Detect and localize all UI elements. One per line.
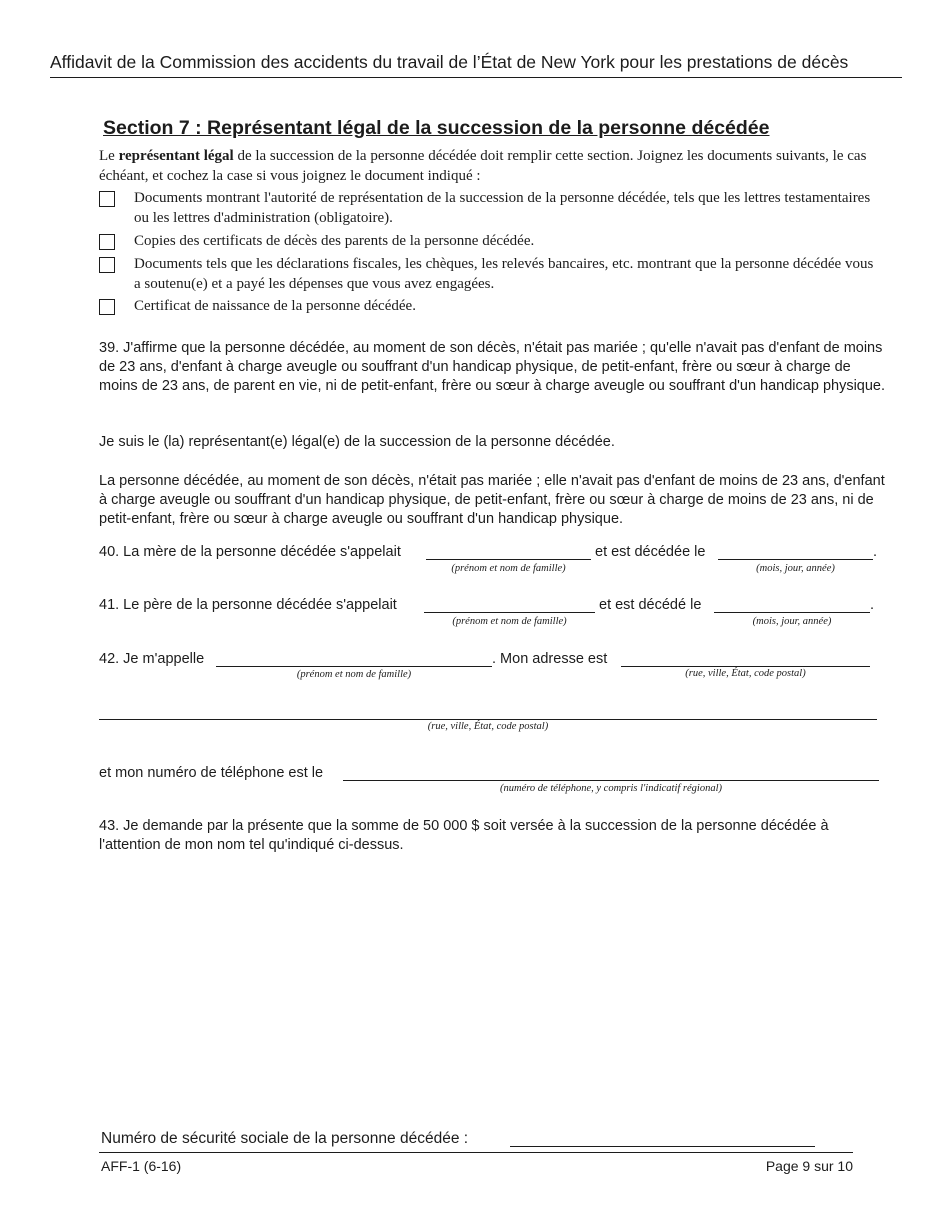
question-41-mid: et est décédé le (599, 597, 702, 613)
claimant-phone-field[interactable] (343, 764, 879, 781)
ssn-label: Numéro de sécurité sociale de la personne décédée : (101, 1130, 469, 1147)
intro-pre: Le (99, 148, 119, 164)
intro-post: de la succession de la personne décédée doit remplir cette section. Joignez les documents suivants, le cas échéant, et cochez la case si vous joignez le document indiqué : (99, 148, 867, 184)
unmarried-statement: La personne décédée, au moment de son décès, n'était pas mariée ; elle n'avait pas d'enfant de moins de 23 ans, d'enfant à charge aveugle ou souffrant d'un handicap physique, de petit-enfant, frère ou sœur à charge de moins de 23 ans, ni de petit-enfant, frère ou sœur à charge aveugle ou souffrant d'un handicap physique. (99, 473, 885, 527)
phone-caption: (numéro de téléphone, y compris l'indicatif régional) (499, 783, 723, 794)
question-41-end: . (870, 597, 875, 613)
form-header-title: Affidavit de la Commission des accidents du travail de l’État de New York pour les prestations de décès (50, 52, 849, 72)
legal-representative-statement: Je suis le (la) représentant(e) légal(e) de la succession de la personne décédée. (99, 434, 615, 450)
checkbox-letters-testamentary[interactable] (99, 191, 115, 207)
question-39-text: 39. J'affirme que la personne décédée, au moment de son décès, n'était pas mariée ; qu'elle n'avait pas d'enfant de moins de 23 ans, d'enfant à charge aveugle ou souffrant d'un handicap physique, de petit-enfant, frère ou sœur à charge de moins de 23 ans, de parent en vie, ni de petit-enfant, frère ou sœur à charge aveugle ou souffrant d'un handicap physique. (99, 340, 886, 394)
form-id: AFF-1 (6-16) (101, 1158, 182, 1174)
claimant-name-field[interactable] (216, 650, 492, 667)
question-43-text: 43. Je demande par la présente que la somme de 50 000 $ soit versée à la succession de la personne décédée à l'attention de mon nom tel qu'indiqué ci-dessus. (99, 818, 829, 853)
checkbox-parents-death-certificates[interactable] (99, 234, 115, 250)
mother-name-field[interactable] (426, 543, 591, 560)
question-41-label: 41. Le père de la personne décédée s'appelait (99, 597, 397, 613)
ssn-field[interactable] (510, 1130, 815, 1147)
question-42-mid: . Mon adresse est (492, 651, 608, 667)
mother-date-caption: (mois, jour, année) (756, 563, 835, 574)
father-date-caption: (mois, jour, année) (752, 616, 832, 627)
claimant-address-field[interactable] (621, 650, 870, 667)
intro-bold: représentant légal (118, 148, 234, 164)
question-42-label: 42. Je m'appelle (99, 651, 205, 667)
section-intro (99, 146, 889, 186)
phone-label: et mon numéro de téléphone est le (99, 765, 324, 781)
section-title: Section 7 : Représentant légal de la succession de la personne décédée (103, 117, 770, 139)
claimant-name-caption: (prénom et nom de famille) (296, 669, 412, 680)
footer-divider (99, 1152, 853, 1153)
question-40-label: 40. La mère de la personne décédée s'appelait (99, 544, 401, 560)
question-40-mid: et est décédée le (595, 544, 706, 560)
father-death-date-field[interactable] (714, 596, 870, 613)
father-name-field[interactable] (424, 596, 595, 613)
document-item-letters: Documents montrant l'autorité de représentation de la succession de la personne décédée, tels que les lettres testamentaires ou les lettres d'administration (obligatoire). (134, 190, 871, 226)
question-40-end: . (873, 544, 878, 560)
claimant-address-line2-caption: (rue, ville, État, code postal) (427, 721, 549, 732)
page-number: Page 9 sur 10 (765, 1158, 853, 1174)
document-item-support: Documents tels que les déclarations fiscales, les chèques, les relevés bancaires, etc. montrant que la personne décédée vous a soutenu(e) et a payé les dépenses que vous avez engagées. (134, 256, 874, 292)
checkbox-birth-certificate[interactable] (99, 299, 115, 315)
mother-name-caption: (prénom et nom de famille) (451, 563, 566, 574)
checkbox-support-documents[interactable] (99, 257, 115, 273)
father-name-caption: (prénom et nom de famille) (452, 616, 567, 627)
document-item-birth-certificate: Certificat de naissance de la personne décédée. (134, 298, 416, 314)
claimant-address-line2-field[interactable] (99, 703, 877, 720)
document-item-death-certificates: Copies des certificats de décès des parents de la personne décédée. (134, 233, 535, 249)
header-divider (50, 77, 902, 78)
mother-death-date-field[interactable] (718, 543, 873, 560)
claimant-address-caption: (rue, ville, État, code postal) (685, 668, 806, 679)
